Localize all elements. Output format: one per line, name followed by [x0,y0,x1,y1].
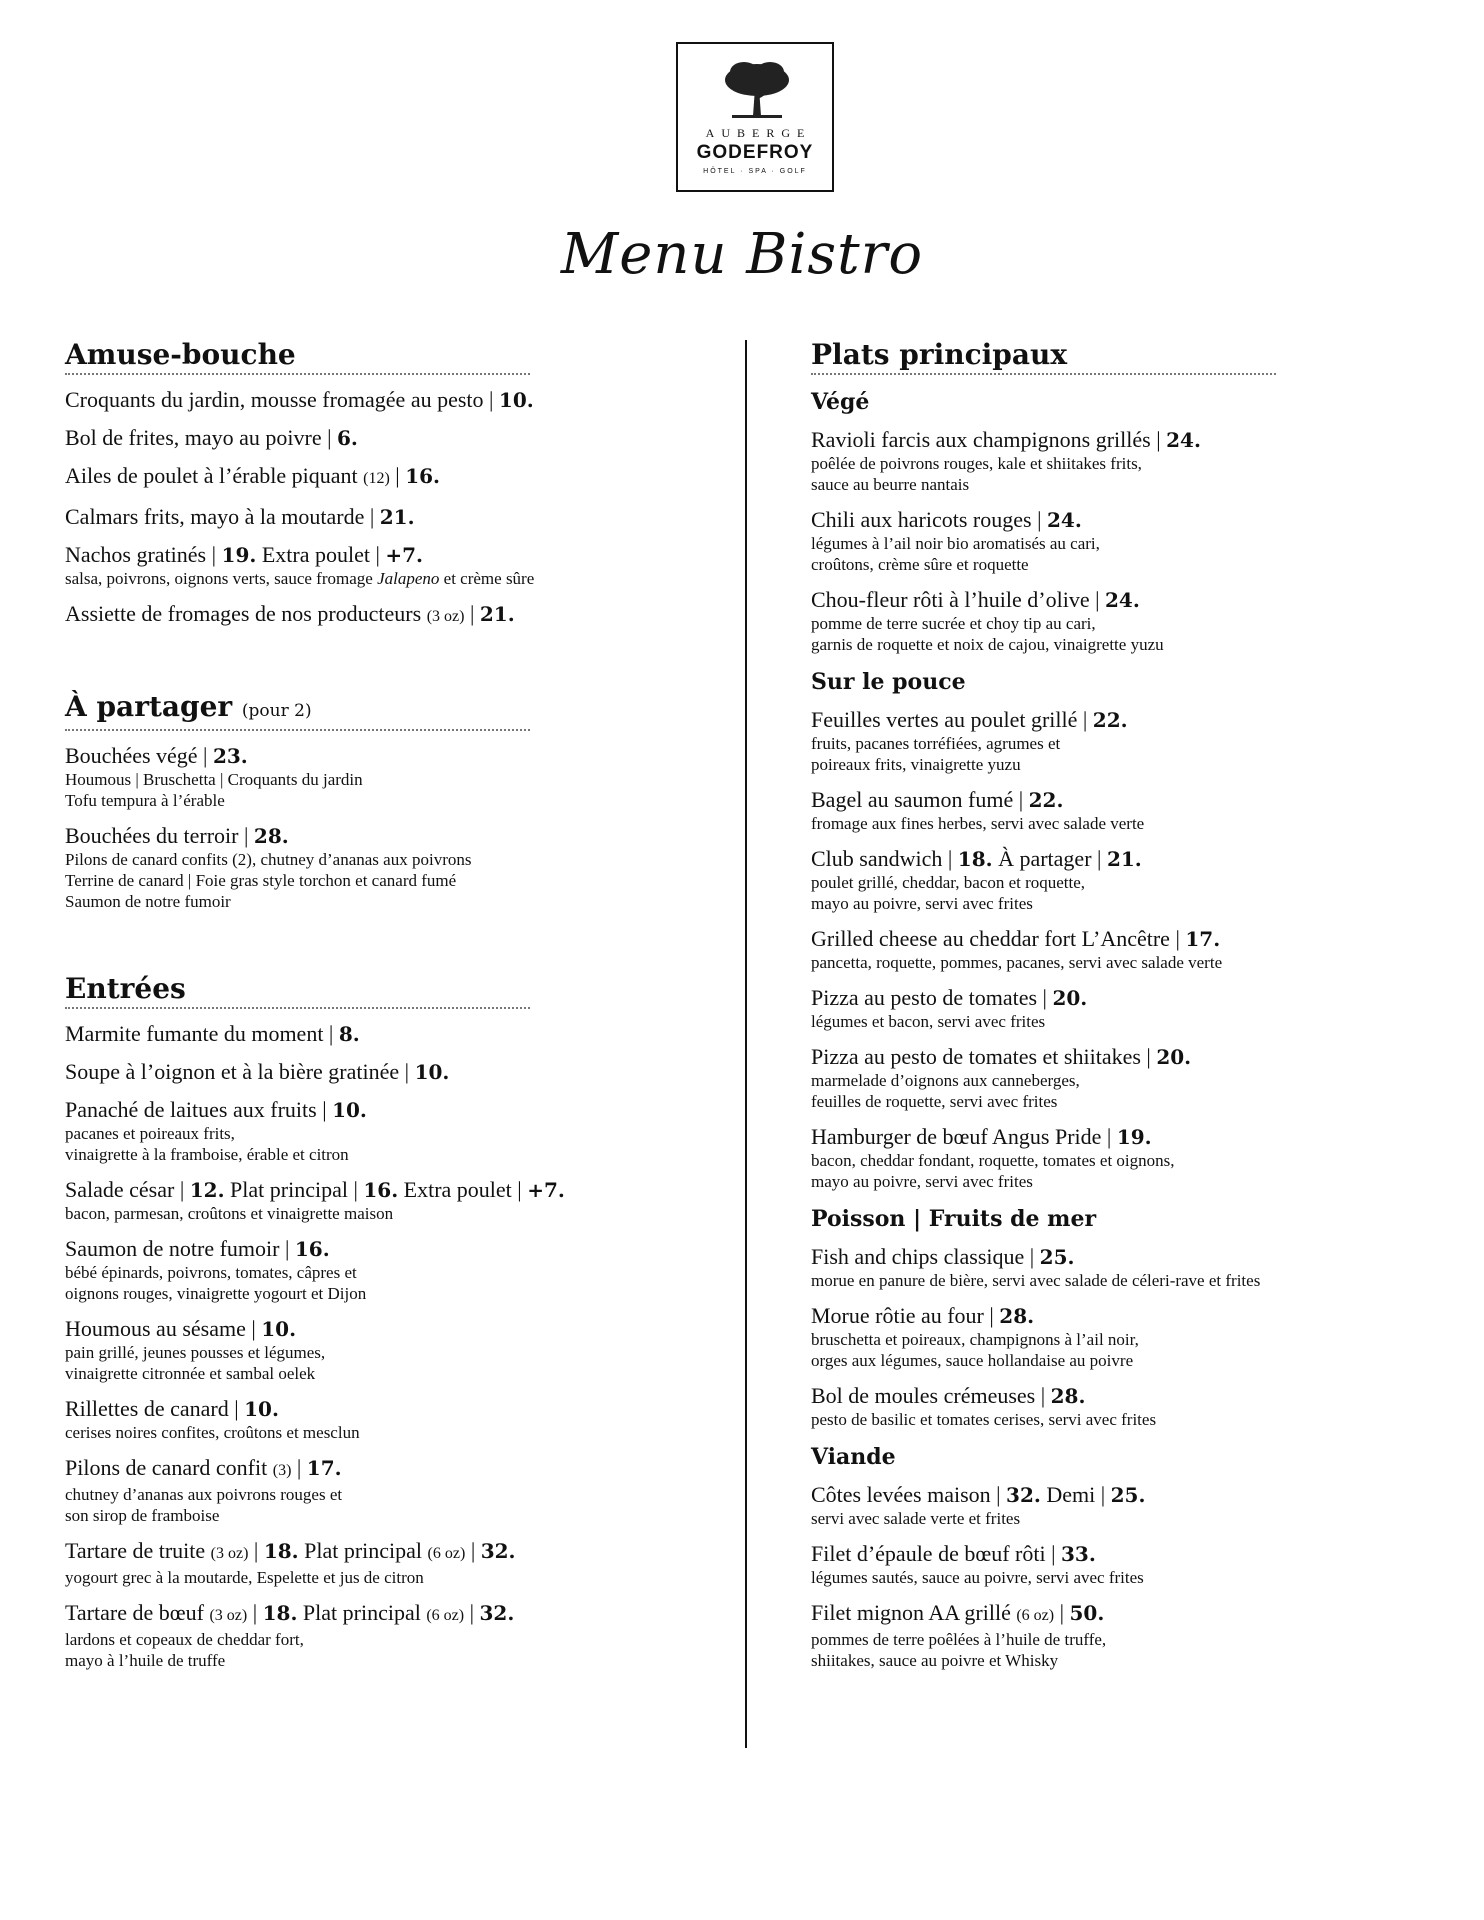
item-name: Fish and chips classique | [811,1244,1040,1269]
item-description: orges aux légumes, sauce hollandaise au poivre [811,1351,1134,1370]
subsection-heading: Poisson | Fruits de mer [811,1206,1097,1232]
page-title: Menu Bistro [560,222,924,287]
menu-item [65,387,685,413]
item-description: yogourt grec à la moutarde, Espelette et jus de citron [65,1568,424,1587]
item-price: 28. [253,824,289,848]
item-name: Tartare de truite [65,1538,211,1563]
item-list [65,387,685,630]
item-description: pacanes et poireaux frits, [65,1124,235,1143]
item-name: Bol de moules crémeuses | [811,1383,1051,1408]
description-text: salsa, poivrons, oignons verts, sauce fromage [65,569,378,588]
item-name: Panaché de laitues aux fruits | [65,1097,333,1122]
item-price: 18. [957,847,993,871]
menu-item [811,985,1411,1032]
item-price: 19. [1116,1125,1152,1149]
item-name: Salade césar | [65,1177,190,1202]
item-description: vinaigrette à la framboise, érable et citron [65,1145,349,1164]
item-name: Hamburger de bœuf Angus Pride | [811,1124,1117,1149]
logo-line-1: AUBERGE [705,126,812,140]
menu-item [811,427,1411,495]
item-name: Tartare de bœuf [65,1600,210,1625]
section-heading: À partager (pour 2) [65,690,530,731]
item-description: pomme de terre sucrée et choy tip au cari, [811,614,1096,633]
item-extra: À partager | [992,846,1107,871]
item-size: (6 oz) [1016,1607,1055,1624]
item-description: mayo au poivre, servi avec frites [811,894,1033,913]
menu-item [811,926,1411,973]
section-a-partager [65,690,685,912]
section-heading: Plats principaux [811,338,1276,375]
item-description: légumes et bacon, servi avec frites [811,1012,1046,1031]
item-description: son sirop de framboise [65,1506,220,1525]
item-name-line [65,542,685,568]
menu-item [811,1600,1411,1671]
menu-item [65,1097,685,1165]
item-separator: | [465,1538,481,1563]
item-name-line [811,985,1411,1011]
item-description: bacon, cheddar fondant, roquette, tomates et oignons, [811,1151,1175,1170]
item-price: 16. [405,464,440,488]
menu-item [65,1059,685,1085]
menu-item [811,707,1411,775]
item-description: fruits, pacanes torréfiées, agrumes et [811,734,1061,753]
item-separator: | [1054,1600,1070,1625]
item-extra: Extra poulet | [398,1177,528,1202]
item-name-line [811,1124,1411,1150]
item-name: Pilons de canard confit [65,1455,273,1480]
item-extra-price: 16. [363,1178,399,1202]
description-text: et crème sûre [439,569,535,588]
item-name: Chili aux haricots rouges | [811,507,1047,532]
item-size: (3) [272,1462,292,1479]
item-description: cerises noires confites, croûtons et mesclun [65,1423,360,1442]
item-price: 17. [1185,927,1221,951]
menu-item [811,587,1411,655]
item-name-line [65,463,685,492]
menu-item [65,823,685,912]
item-name: Filet mignon AA grillé [811,1600,1017,1625]
item-extra-price: 21. [1106,847,1142,871]
item-description: mayo au poivre, servi avec frites [811,1172,1033,1191]
item-name: Bouchées végé | [65,743,213,768]
item-price: 10. [244,1397,279,1421]
item-name-line [65,1177,685,1203]
menu-item [65,504,685,530]
item-description: chutney d’ananas aux poivrons rouges et [65,1485,343,1504]
left-column [65,338,685,1671]
item-description: Houmous | Bruschetta | Croquants du jardin [65,770,363,789]
item-extra: Plat principal [297,1600,427,1625]
item-name-line [65,504,685,530]
item-separator: | [464,1600,480,1625]
item-price: 22. [1092,708,1128,732]
menu-item [65,542,685,589]
item-description: pommes de terre poêlées à l’huile de truffe, [811,1630,1107,1649]
item-size: (3 oz) [210,1545,249,1562]
section-amuse-bouche [65,338,685,630]
description-italic: Jalapeno [377,569,440,588]
item-description: poêlée de poivrons rouges, kale et shiitakes frits, [811,454,1142,473]
item-name: Club sandwich | [811,846,958,871]
item-name-line [811,1600,1411,1629]
item-price: 19. [221,543,257,567]
logo-line-3: HÔTEL · SPA · GOLF [703,168,807,175]
item-name-line [811,1303,1411,1329]
item-name: Grilled cheese au cheddar fort L’Ancêtre | [811,926,1186,951]
item-description: vinaigrette citronnée et sambal oelek [65,1364,316,1383]
item-price: 25. [1039,1245,1075,1269]
item-name: Saumon de notre fumoir | [65,1236,295,1261]
item-price: 18. [262,1601,298,1625]
section-heading: Amuse-bouche [65,338,530,375]
item-name: Côtes levées maison | [811,1482,1007,1507]
item-name: Ailes de poulet à l’érable piquant [65,463,364,488]
item-size: (3 oz) [209,1607,248,1624]
menu-item [811,1482,1411,1529]
item-name: Pizza au pesto de tomates | [811,985,1053,1010]
logo-line-2: GODEFROY [696,142,814,163]
item-description: bébé épinards, poivrons, tomates, câpres et [65,1263,357,1282]
item-price: 10. [261,1317,297,1341]
item-description: garnis de roquette et noix de cajou, vinaigrette yuzu [811,635,1164,654]
menu-item [811,1541,1411,1588]
item-name: Soupe à l’oignon et à la bière gratinée | [65,1059,415,1084]
item-name-line [65,1021,685,1047]
item-description: servi avec salade verte et frites [811,1509,1021,1528]
item-list [811,427,1411,655]
section-heading: Entrées [65,972,530,1009]
right-column [811,338,1411,1671]
item-price: 24. [1046,508,1082,532]
item-description: poireaux frits, vinaigrette yuzu [811,755,1021,774]
item-name: Feuilles vertes au poulet grillé | [811,707,1093,732]
menu-item [65,463,685,492]
menu-item [811,787,1411,834]
item-price: 10. [498,388,534,412]
item-separator: | [389,463,406,488]
item-description: bruschetta et poireaux, champignons à l’ail noir, [811,1330,1139,1349]
item-price: 21. [379,505,415,529]
section-note: (pour 2) [241,701,312,721]
menu-item [65,1316,685,1384]
item-list [65,1021,685,1671]
item-extra-price: 32. [480,1539,516,1563]
item-name: Morue rôtie au four | [811,1303,1000,1328]
item-description: Terrine de canard | Foie gras style torchon et canard fumé [65,871,457,890]
item-description: Saumon de notre fumoir [65,892,231,911]
item-name-line [811,787,1411,813]
item-extra-price: 25. [1110,1483,1146,1507]
menu-item [65,1538,685,1588]
item-name-line [65,823,685,849]
item-name-line [811,427,1411,453]
item-extra-price: +7. [527,1178,565,1202]
item-name-line [65,1396,685,1422]
menu-item [811,1303,1411,1371]
column-divider [745,340,747,1748]
item-name: Bol de frites, mayo au poivre | [65,425,338,450]
item-separator: | [464,601,480,626]
item-name-line [811,1482,1411,1508]
item-description: pesto de basilic et tomates cerises, servi avec frites [811,1410,1157,1429]
item-price: 20. [1052,986,1088,1010]
item-name-line [811,1244,1411,1270]
item-description: fromage aux fines herbes, servi avec salade verte [811,814,1145,833]
menu-item [65,1021,685,1047]
menu-item [811,1044,1411,1112]
item-price: 21. [479,602,515,626]
item-description: marmelade d’oignons aux canneberges, [811,1071,1080,1090]
item-name-line [65,1316,685,1342]
item-name-line [65,1236,685,1262]
item-name: Houmous au sésame | [65,1316,262,1341]
item-name-line [811,587,1411,613]
menu-item [65,1600,685,1671]
item-list [811,707,1411,1192]
menu-item [811,846,1411,914]
item-name: Ravioli farcis aux champignons grillés | [811,427,1167,452]
item-description: bacon, parmesan, croûtons et vinaigrette maison [65,1204,394,1223]
item-description: lardons et copeaux de cheddar fort, [65,1630,304,1649]
menu-item [65,743,685,811]
item-name: Marmite fumante du moment | [65,1021,339,1046]
item-extra: Plat principal | [224,1177,364,1202]
item-name: Filet d’épaule de bœuf rôti | [811,1541,1062,1566]
subsection-heading: Sur le pouce [811,669,966,695]
item-name: Croquants du jardin, mousse fromagée au pesto | [65,387,499,412]
menu-item [65,425,685,451]
item-name: Bagel au saumon fumé | [811,787,1029,812]
item-price: 20. [1156,1045,1192,1069]
item-list [811,1482,1411,1671]
item-name-line [65,1600,685,1629]
item-price: 16. [294,1237,330,1261]
item-name-line [65,425,685,451]
item-price: 12. [189,1178,225,1202]
item-name: Calmars frits, mayo à la moutarde | [65,504,380,529]
item-separator: | [291,1455,307,1480]
item-extra-size: (6 oz) [426,1607,465,1624]
item-extra-price: 32. [479,1601,515,1625]
tree-icon [722,58,792,120]
item-description: mayo à l’huile de truffe [65,1651,226,1670]
item-name-line [811,707,1411,733]
menu-item [65,601,685,630]
item-name-line [811,846,1411,872]
item-name: Nachos gratinés | [65,542,222,567]
item-price: 18. [263,1539,299,1563]
item-name: Chou-fleur rôti à l’huile d’olive | [811,587,1105,612]
item-separator: | [248,1538,264,1563]
item-price: 50. [1069,1601,1105,1625]
item-name-line [811,1383,1411,1409]
menu-item [811,1124,1411,1192]
item-name: Rillettes de canard | [65,1396,245,1421]
item-price: 32. [1006,1483,1041,1507]
item-extra-size: (6 oz) [427,1545,466,1562]
item-name-line [65,743,685,769]
item-name-line [811,507,1411,533]
menu-item [65,1177,685,1224]
item-list [65,743,685,912]
item-price: 6. [337,426,358,450]
item-description: légumes à l’ail noir bio aromatisés au cari, [811,534,1100,553]
item-extra: Extra poulet | [256,542,386,567]
item-price: 8. [338,1022,360,1046]
menu-item [811,1244,1411,1291]
subsection-heading: Viande [811,1444,896,1470]
item-name-line [65,1097,685,1123]
item-size: (3 oz) [426,608,465,625]
item-extra: Demi | [1040,1482,1111,1507]
item-name-line [65,387,685,413]
item-description: légumes sautés, sauce au poivre, servi avec frites [811,1568,1144,1587]
item-description: shiitakes, sauce au poivre et Whisky [811,1651,1059,1670]
item-list [811,1244,1411,1430]
item-description: pancetta, roquette, pommes, pacanes, servi avec salade verte [811,953,1223,972]
item-name: Pizza au pesto de tomates et shiitakes | [811,1044,1157,1069]
menu-item [65,1396,685,1443]
item-price: 17. [306,1456,342,1480]
item-description: Pilons de canard confits (2), chutney d’ananas aux poivrons [65,850,472,869]
menu-item [65,1236,685,1304]
item-price: 22. [1028,788,1064,812]
subsection-heading: Végé [811,389,870,415]
item-name-line [811,1541,1411,1567]
item-name-line [65,1059,685,1085]
item-size: (12) [363,470,390,487]
item-price: 10. [332,1098,367,1122]
item-name-line [65,1455,685,1484]
item-price: 23. [212,744,248,768]
item-extra: Plat principal [298,1538,428,1563]
item-description: feuilles de roquette, servi avec frites [811,1092,1058,1111]
item-extra-price: +7. [385,543,424,567]
item-price: 33. [1061,1542,1096,1566]
item-description: pain grillé, jeunes pousses et légumes, [65,1343,326,1362]
item-price: 10. [414,1060,450,1084]
item-description: oignons rouges, vinaigrette yogourt et Dijon [65,1284,367,1303]
section-entrees [65,972,685,1671]
item-price: 28. [1050,1384,1086,1408]
item-description [65,568,685,589]
item-separator: | [247,1600,263,1625]
item-description: croûtons, crème sûre et roquette [811,555,1029,574]
item-name-line [65,601,685,630]
item-price: 24. [1166,428,1201,452]
item-description: poulet grillé, cheddar, bacon et roquette, [811,873,1086,892]
logo [676,42,834,192]
item-description: morue en panure de bière, servi avec salade de céleri-rave et frites [811,1271,1261,1290]
menu-item [811,1383,1411,1430]
item-name: Bouchées du terroir | [65,823,254,848]
item-name: Assiette de fromages de nos producteurs [65,601,427,626]
item-description: sauce au beurre nantais [811,475,970,494]
item-price: 24. [1105,588,1140,612]
item-name-line [811,1044,1411,1070]
item-price: 28. [999,1304,1035,1328]
item-name-line [65,1538,685,1567]
item-name-line [811,926,1411,952]
menu-item [811,507,1411,575]
item-description: Tofu tempura à l’érable [65,791,225,810]
menu-item [65,1455,685,1526]
